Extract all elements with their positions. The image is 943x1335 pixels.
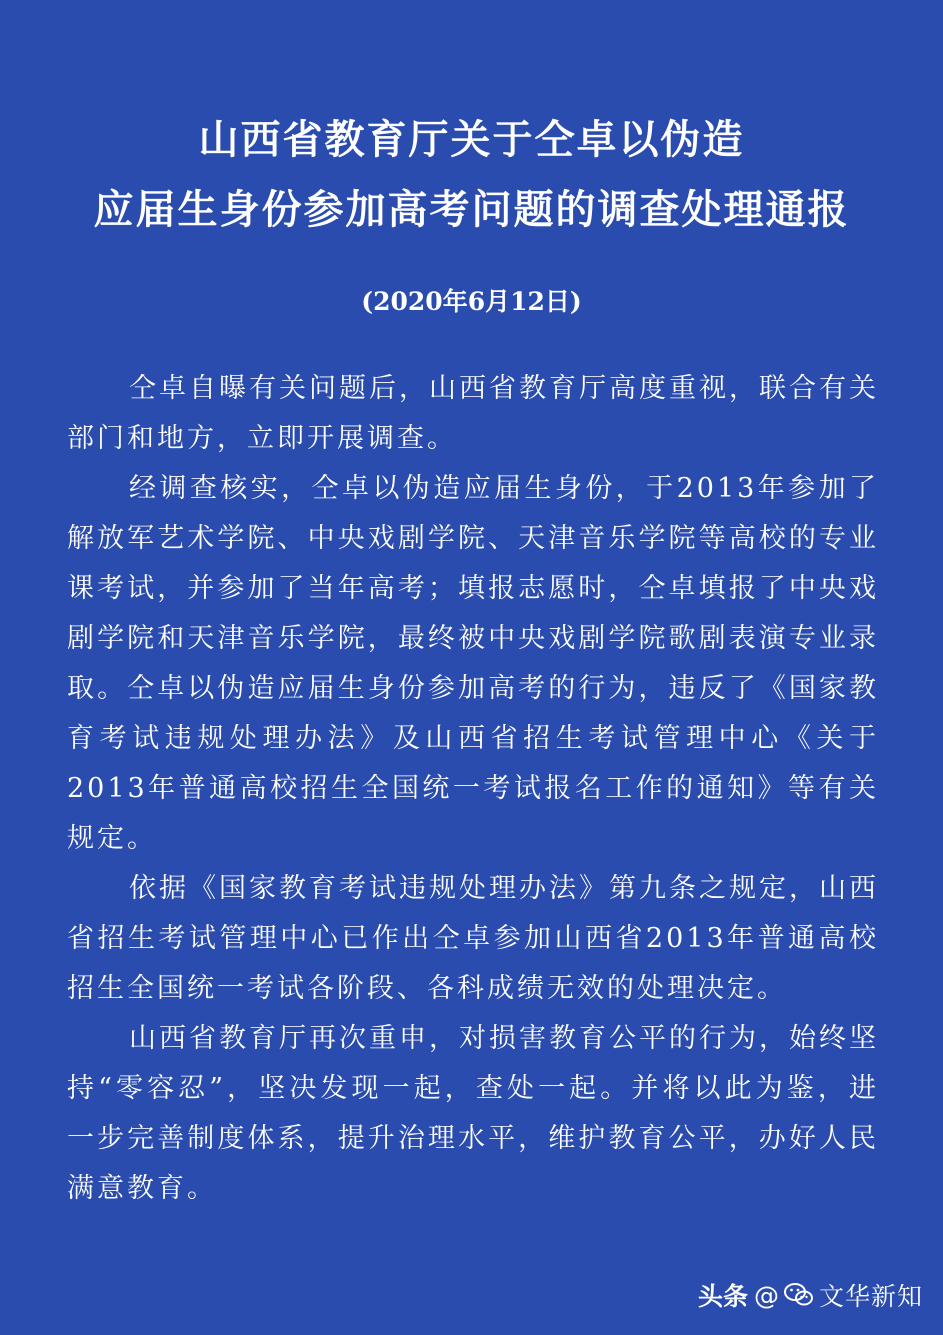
- paragraph-2: 经调查核实，仝卓以伪造应届生身份，于2013年参加了解放军艺术学院、中央戏剧学院、天津音乐学院等高校的专业课考试，并参加了当年高考；填报志愿时，仝卓填报了中央戏剧学院和天津音乐学院，最终被中央戏剧学院歌剧表演专业录取。仝卓以伪造应届生身份参加高考的行为，违反了《国家教育考试违规处理办法》及山西省招生考试管理中心《关于2013年普通高校招生全国统一考试报名工作的通知》等有关规定。: [67, 473, 879, 854]
- notice-body: [67, 364, 879, 1214]
- source-watermark: [698, 1275, 923, 1315]
- notice-date: (2020年6月12日): [361, 287, 582, 316]
- paragraph-4: 山西省教育厅再次重申，对损害教育公平的行为，始终坚持“零容忍”，坚决发现一起，查处一起。并将以此为鉴，进一步完善制度体系，提升治理水平，维护教育公平，办好人民满意教育。: [67, 1023, 879, 1204]
- paragraph-3: 依据《国家教育考试违规处理办法》第九条之规定，山西省招生考试管理中心已作出仝卓参加山西省2013年普通高校招生全国统一考试各阶段、各科成绩无效的处理决定。: [67, 873, 879, 1004]
- wechat-icon: [783, 1281, 815, 1309]
- notice-title-line-2: 应届生身份参加高考问题的调查处理通报: [93, 186, 850, 233]
- watermark-account: 文华新知: [818, 1282, 923, 1311]
- watermark-platform: 头条: [697, 1282, 748, 1311]
- watermark-at: @: [753, 1280, 779, 1310]
- notice-title-line-1: 山西省教育厅关于仝卓以伪造: [198, 116, 745, 163]
- paragraph-1: 仝卓自曝有关问题后，山西省教育厅高度重视，联合有关部门和地方，立即开展调查。: [67, 373, 879, 454]
